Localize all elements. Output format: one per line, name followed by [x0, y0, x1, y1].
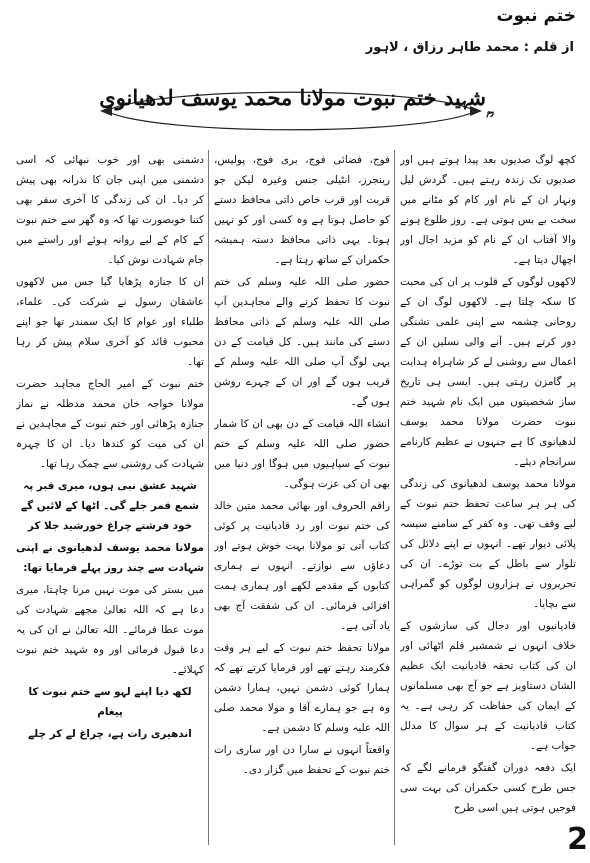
column-right [400, 150, 576, 851]
paragraph: انشاء اللہ قیامت کے دن بھی ان کا شمار حضور صلی اللہ علیہ وسلم کے ختم نبوت کے سپاہیوں میں ہوگا اور دنیا میں بھی ان کی عزت ہوگی۔ [214, 418, 390, 490]
column-middle [214, 150, 390, 851]
paragraph: لاکھوں لوگوں کے قلوب پر ان کی محبت کا سکہ چلتا ہے۔ لاکھوں لوگ ان کے روحانی چشمہ سے اپنی علمی تشنگی دور کرتے ہیں۔ آنے والی نسلیں ان کے اعمال سے روشنی لے کر شاہراہ ہدایت پر گامزن رہتی ہیں۔ ایسی ہی تاریخ ساز شخصیتوں میں ایک نام شہید ختم نبوت حضرت مولانا محمد یوسف لدھیانوی کا ہے جنہوں نے عظیم کارنامے سرانجام دیئے۔ [400, 276, 576, 468]
article-title-banner [96, 82, 486, 140]
magazine-logo: ختم نبوت [496, 6, 576, 26]
author-byline: از قلم : محمد طاہر رزاق ، لاہور [365, 40, 574, 55]
column-left [16, 150, 204, 851]
paragraph: واقعتاً انہوں نے سارا دن اور ساری رات ختم نبوت کے تحفظ میں گزار دی۔ [214, 744, 390, 776]
verse: لکھ دیا اپنے لہو سے ختم نبوت کا پیغام [28, 686, 192, 718]
paragraph: راقم الحروف اور بھائی محمد متین خالد کی ختم نبوت اور رد قادیانیت پر کوئی کتاب آتی تو مولانا بہت خوش ہوتے اور دعاؤں سے نوازتے۔ انہوں نے ہماری کتابوں کے مقدمے لکھے اور ہماری ہمت افزائی فرمائی۔ ان کی شفقت آج بھی یاد آتی ہے۔ [214, 500, 390, 632]
column-divider [394, 150, 395, 845]
paragraph: مولانا محمد یوسف لدھیانوی نے اپنی شہادت سے چند روز پہلے فرمایا تھا: [16, 542, 204, 574]
verse: اندھیری رات ہے، چراغ لے کر چلے [28, 728, 192, 740]
verse: شہید عشق نبی ہوں، میری قبر پہ شمع قمر جلے گی۔ اٹھا کے لائیں گے خود فرشتے چراغ خورشید جلا کر [20, 480, 200, 532]
paragraph: ختم نبوت کے امیر الحاج مجاہد حضرت مولانا خواجہ خان محمد مدظلہ نے نماز جنازہ پڑھائی اور ختم نبوت کے مجاہدین نے ان کی میت کو کندھا دیا۔ ان کا چہرہ شہادت کی روشنی سے چمک رہا تھا۔ [16, 378, 204, 470]
paragraph: ایک دفعہ دوران گفتگو فرمانے لگے کہ جس طرح کسی حکمران کی بہت سی فوجیں ہوتی ہیں اسی طرح [400, 762, 576, 814]
column-divider [208, 150, 209, 845]
paragraph: ان کا جنازہ پڑھایا گیا جس میں لاکھوں عاشقان رسول نے شرکت کی۔ علماء، طلباء اور عوام کا ایک سمندر تھا جو اپنے محبوب قائد کو آخری سلام پیش کر رہا تھا۔ [16, 276, 204, 368]
page-number: 2 [567, 822, 588, 857]
quotation: میں بستر کی موت نہیں مرنا چاہتا، میری دعا ہے کہ اللہ تعالیٰ مجھے شہادت کی موت عطا فرمائے۔ اللہ تعالیٰ نے ان کی یہ دعا قبول فرمائی اور وہ شہید ختم نبوت کہلائے۔ [16, 584, 204, 676]
article-title: شہید ختم نبوت مولانا محمد یوسف لدھیانوی [99, 85, 486, 110]
paragraph: دشمنی بھی اور خوب نبھائی کہ اسی دشمنی میں اپنی جان کا نذرانہ بھی پیش کر دیا۔ ان کی زندگی کا آخری سفر بھی کتنا خوبصورت تھا کہ وہ گھر سے ختم نبوت کے کام کے لیے روانہ ہوئے اور راستے میں جام شہادت نوش کیا۔ [16, 154, 204, 266]
paragraph: فوج، فضائی فوج، بری فوج، پولیس، رینجرز، انٹیلی جنس وغیرہ لیکن جو قربت اور قرب خاص ذاتی محافظ دستے کو حاصل ہوتا ہے وہ کسی اور کو نہیں ہوتا۔ یہی ذاتی محافظ دستہ ہمیشہ حکمران کے ساتھ رہتا ہے۔ [214, 154, 390, 266]
paragraph: کچھ لوگ صدیوں بعد پیدا ہوتے ہیں اور صدیوں تک زندہ رہتے ہیں۔ گردش لیل ونہار ان کے نام اور کام کو مٹانے میں سخت بے بس ہوتی ہے۔ روز طلوع ہونے والا آفتاب ان کے نام کو مزید اجال اور اچھال دیتا ہے۔ [400, 154, 576, 266]
paragraph: حضور صلی اللہ علیہ وسلم کی ختم نبوت کا تحفظ کرنے والے مجاہدین آپ صلی اللہ علیہ وسلم کے ذاتی محافظ دستے کی مانند ہیں۔ کل قیامت کے دن یہی لوگ آپ صلی اللہ علیہ وسلم کے قریب ہوں گے اور ان کے چہرے روشن ہوں گے۔ [214, 276, 390, 408]
paragraph: مولانا تحفظ ختم نبوت کے لیے ہر وقت فکرمند رہتے تھے اور فرمایا کرتے تھے کہ ہمارا کوئی دشمن نہیں، ہمارا دشمن وہ ہے جو ہمارے آقا و مولا محمد صلی اللہ علیہ وسلم کا دشمن ہے۔ [214, 642, 390, 734]
paragraph: مولانا محمد یوسف لدھیانوی کی زندگی کی ہر ہر ساعت تحفظ ختم نبوت کے لیے وقف تھی۔ وہ کفر کے سامنے سیسہ پلائی دیوار تھے۔ انہوں نے اپنے دلائل کی تلوار سے باطل کے بت توڑے۔ ان کی تحریروں نے ہزاروں لوگوں کو گمراہی سے بچایا۔ [400, 478, 576, 610]
paragraph: قادیانیوں اور دجال کی سازشوں کے خلاف انہوں نے شمشیر قلم اٹھائی اور ان کی کتاب تحفہ قادیانیت ایک عظیم الشان دستاویز ہے جو آج بھی مسلمانوں کے ایمان کی حفاظت کر رہی ہے۔ یہ کتاب قادیانیت کے ہر سوال کا مدلل جواب ہے۔ [400, 620, 576, 752]
